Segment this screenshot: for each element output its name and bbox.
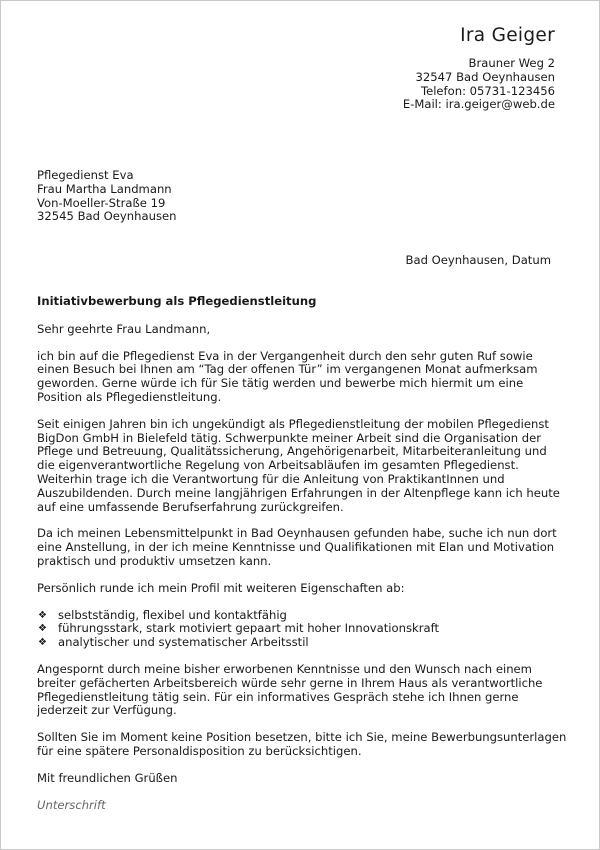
paragraph-intro: ich bin auf die Pflegedienst Eva in der Vergangenheit durch den sehr guten Ruf sowie einen Besuch bei Ihnen am “Tag der offenen Tür” im vergangenen Monat aufmerksam geworden. Gerne würde ich für Sie tätig werden und bewerbe mich hiermit um eine Position als Pflegedienstleitung.	[37, 348, 538, 404]
qualities-list	[37, 609, 567, 650]
sender-phone: Telefon: 05731-123456	[420, 83, 555, 98]
date-line: Bad Oeynhausen, Datum	[405, 253, 551, 267]
list-item-text: führungsstark, stark motiviert gepaart mit hoher Innovationskraft	[58, 621, 440, 636]
recipient-street: Von-Moeller-Straße 19	[37, 195, 166, 210]
letter-body	[37, 295, 567, 812]
recipient-contact: Frau Martha Landmann	[37, 181, 172, 196]
recipient-company: Pflegedienst Eva	[37, 168, 134, 182]
list-item	[37, 636, 567, 650]
sender-block	[403, 25, 555, 112]
paragraph-profile: Persönlich runde ich mein Profil mit weiteren Eigenschaften ab:	[37, 580, 405, 595]
sender-name: Ira Geiger	[460, 25, 555, 46]
salutation: Sehr geehrte Frau Landmann,	[37, 321, 211, 336]
list-item-text: analytischer und systematischer Arbeitsstil	[58, 635, 309, 650]
paragraph-experience: Seit einigen Jahren bin ich ungekündigt als Pflegedienstleitung der mobilen Pflegedienst BigDon GmbH in Bielefeld tätig. Schwerpunkte meiner Arbeit sind die Organisation der Pflege und Betreuung, Qualitätssicherung, Angehörigenarbeit, Mitarbeiteranleitung und die eigenverantwortliche Regelung von Arbeitsabläufen im gesamten Pflegedienst. Weiterhin trage ich die Verantwortung für die Anleitung von PraktikantInnen und Auszubildenden. Durch meine langjährigen Erfahrungen in der Altenpflege kann ich heute auf eine umfassende Berufserfahrung zurückgreifen.	[37, 416, 560, 514]
paragraph-motivation: Da ich meinen Lebensmittelpunkt in Bad Oeynhausen gefunden habe, suche ich nun dort eine Anstellung, in der ich meine Kenntnisse und Qualifikationen mit Elan und Motivation praktisch und produktiv umsetzen kann.	[37, 526, 557, 568]
subject-line: Initiativbewerbung als Pflegedienstleitung	[37, 294, 317, 308]
paragraph-request: Sollten Sie im Moment keine Position besetzen, bitte ich Sie, meine Bewerbungsunterlagen für eine spätere Personaldisposition zu berücksichtigen.	[37, 730, 567, 758]
greeting: Mit freundlichen Grüßen	[37, 770, 178, 785]
list-item	[37, 622, 567, 636]
recipient-block	[37, 169, 176, 224]
diamond-bullet-icon: ❖	[38, 637, 47, 649]
diamond-bullet-icon: ❖	[38, 609, 47, 621]
signature-placeholder: Unterschrift	[37, 797, 106, 812]
sender-city: 32547 Bad Oeynhausen	[415, 69, 555, 84]
sender-street: Brauner Weg 2	[468, 56, 555, 70]
list-item	[37, 609, 567, 623]
sender-email: E-Mail: ira.geiger@web.de	[402, 97, 555, 112]
diamond-bullet-icon: ❖	[38, 623, 47, 635]
recipient-city: 32545 Bad Oeynhausen	[37, 209, 177, 224]
list-item-text: selbstständig, flexibel und kontaktfähig	[58, 607, 287, 622]
paragraph-closing: Angespornt durch meine bisher erworbenen Kenntnisse und den Wunsch nach einem breiter gefächerten Arbeitsbereich würde sehr gerne in Ihrem Haus als verantwortliche Pflegedienstleitung tätig sein. Für ein informatives Gespräch stehe ich Ihnen gerne jederzeit zur Verfügung.	[37, 661, 543, 718]
